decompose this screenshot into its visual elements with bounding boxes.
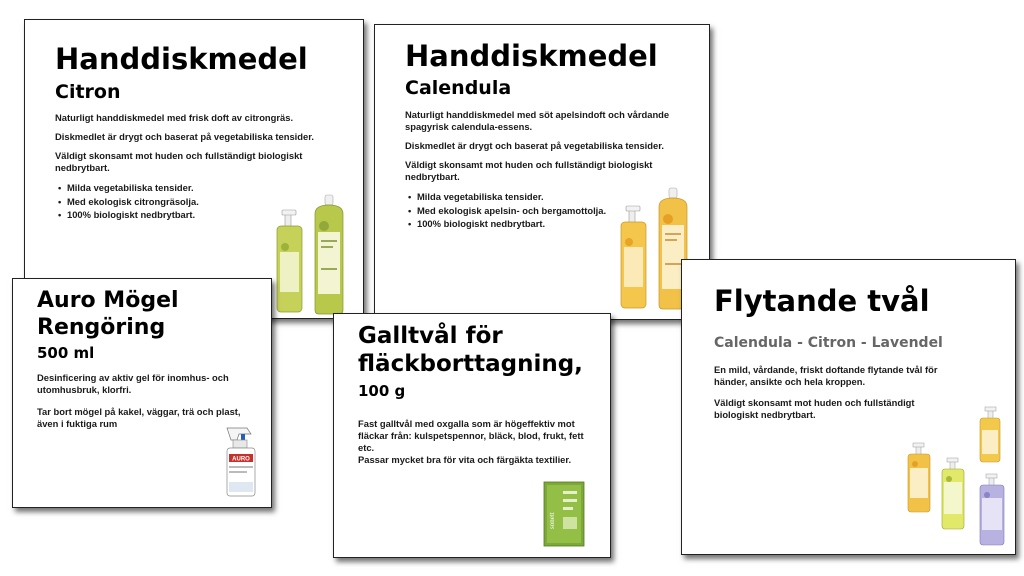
soap-box-image (541, 479, 587, 549)
description-3: Väldigt skonsamt mot huden och fullständigt biologiskt nedbrytbart. (405, 159, 653, 182)
box-brand-label: sonett (548, 512, 556, 529)
bottle-brand-label: AURO (232, 456, 250, 463)
description-1: En mild, vårdande, friskt doftande flytande tvål för händer, ansikte och hela kroppen. (714, 364, 938, 387)
card-subtitle: Calendula (405, 77, 512, 99)
feature-item: • Med ekologisk citrongräsolja. (55, 195, 355, 209)
product-card-citron (24, 19, 364, 319)
card-subtitle: 100 g (358, 382, 406, 400)
description-1: Naturligt handdiskmedel med söt apelsindoft och vårdande spagyrisk calendula-essens. (405, 109, 670, 132)
card-title-line-2: Rengöring (37, 315, 166, 340)
product-card-auro (12, 278, 272, 508)
card-subtitle: Citron (55, 81, 121, 103)
description-2: Diskmedlet är drygt och baserat på vegetabiliska tensider. (405, 140, 664, 151)
description-1: Naturligt handdiskmedel med frisk doft av citrongräs. (55, 112, 294, 123)
feature-item: • Med ekologisk apelsin- och bergamottolja. (405, 204, 705, 218)
description-2: Tar bort mögel på kakel, väggar, trä och plast, även i fuktiga rum (37, 406, 241, 429)
description-3: Väldigt skonsamt mot huden och fullständigt biologiskt nedbrytbart. (55, 150, 303, 173)
spray-bottle-image (221, 424, 265, 499)
card-title-line-1: Auro Mögel (37, 288, 179, 313)
description-2: Passar mycket bra för vita och färgäkta textilier. (358, 454, 572, 465)
description-2: Väldigt skonsamt mot huden och fullständigt biologiskt nedbrytbart. (714, 397, 915, 420)
product-card-galltval (333, 313, 611, 558)
card-title-line-1: Galltvål för (358, 323, 503, 349)
card-title-line-2: fläckborttagning, (358, 351, 583, 377)
feature-item: • 100% biologiskt nedbrytbart. (55, 208, 355, 222)
description-2: Diskmedlet är drygt och baserat på vegetabiliska tensider. (55, 131, 314, 142)
product-card-flytande-tval (681, 259, 1016, 555)
card-title: Handdiskmedel (55, 42, 308, 76)
description-1: Desinficering av aktiv gel för inomhus- och utomhusbruk, klorfri. (37, 372, 229, 395)
card-subtitle: 500 ml (37, 344, 95, 362)
feature-item: • Milda vegetabiliska tensider. (55, 181, 355, 195)
liquid-soap-bottles-image (902, 402, 1014, 552)
description-1: Fast galltvål med oxgalla som är högeffektiv mot fläckar från: kulspetspennor, bläck, blod, frukt, fett etc. (358, 418, 584, 453)
card-subtitle: Calendula - Citron - Lavendel (714, 335, 943, 351)
feature-item: • Milda vegetabiliska tensider. (405, 190, 705, 204)
product-card-calendula (374, 24, 710, 320)
dish-soap-bottles-image (273, 192, 363, 317)
feature-item: • 100% biologiskt nedbrytbart. (405, 217, 705, 231)
card-title: Handdiskmedel (405, 39, 658, 73)
card-title: Flytande tvål (714, 284, 930, 318)
